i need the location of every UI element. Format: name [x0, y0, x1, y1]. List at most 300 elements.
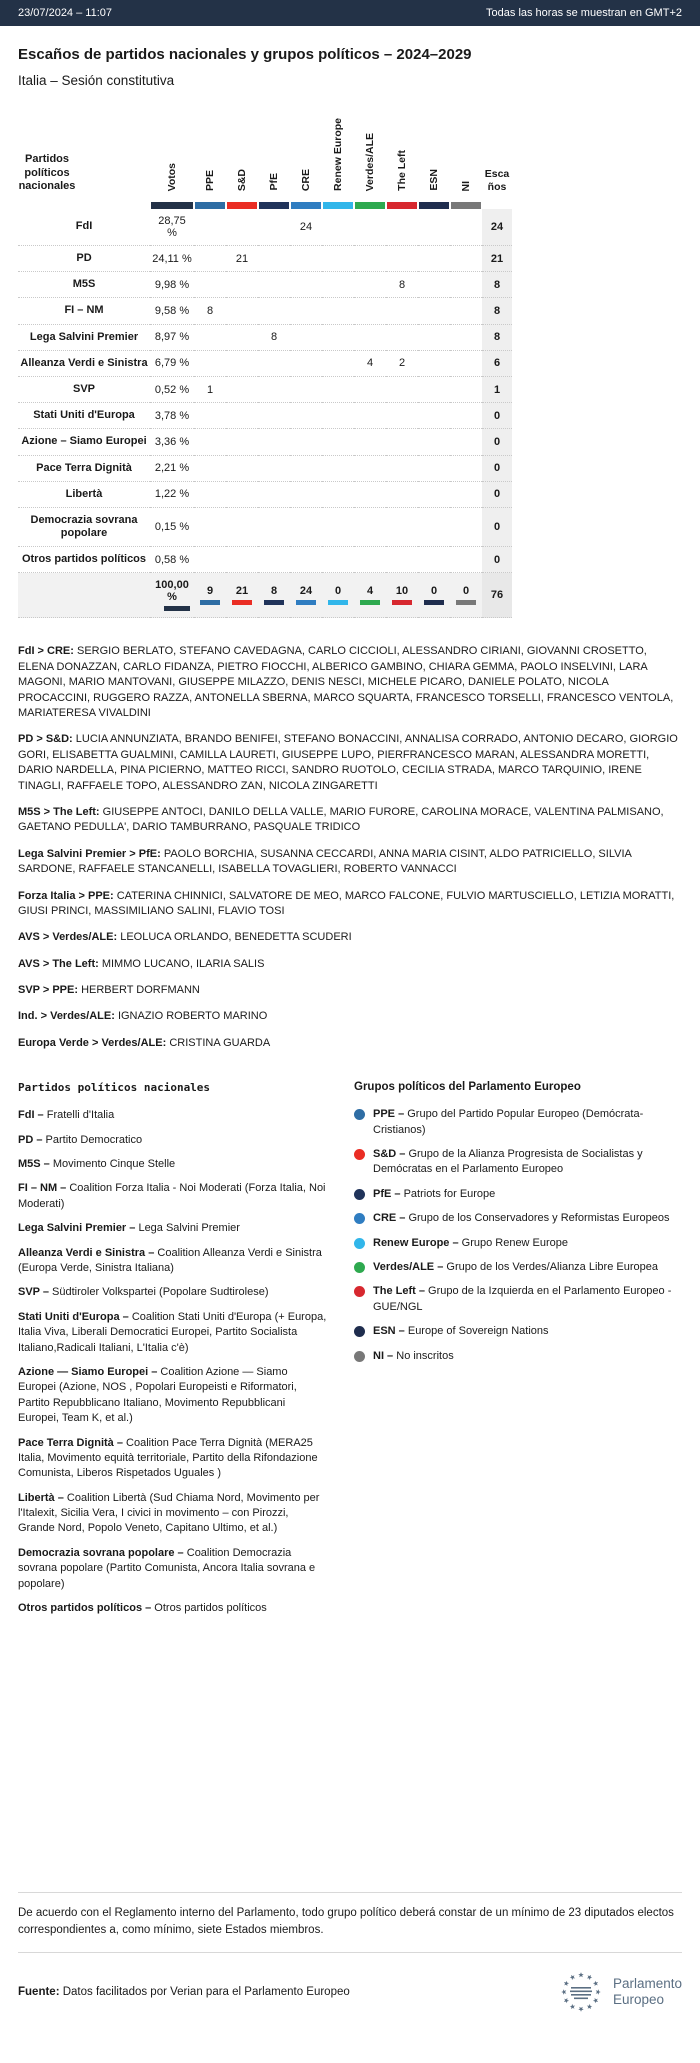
page-subtitle: Italia – Sesión constitutiva [18, 73, 175, 88]
votes-value: 0,15 % [150, 507, 194, 546]
total-bar-s-d [232, 600, 252, 605]
total-seats-verdes-ale: 4 [366, 585, 374, 598]
party-row [18, 376, 512, 402]
page-title: Escaños de partidos nacionales y grupos políticos – 2024–2029 [18, 46, 472, 63]
group-legend-text: CRE – Grupo de los Conservadores y Reformistas Europeos [373, 1212, 670, 1225]
seats-cre [290, 403, 322, 429]
seats-s-d [226, 507, 258, 546]
seats-ni [450, 324, 482, 350]
grand-total-seats: 76 [482, 573, 512, 618]
votes-value: 1,22 % [150, 481, 194, 507]
color-bar-s-d [227, 202, 257, 209]
mep-list: M5S > The Left: GIUSEPPE ANTOCI, DANILO DELLA VALLE, MARIO FURORE, CAROLINA MORACE, VALENTINA PALMISANO, GAETANO PEDULLA', DARIO TAMBURRANO, PASQUALE TRIDICO [18, 805, 664, 834]
party-row [18, 547, 512, 573]
col-header-seats [482, 102, 512, 202]
seats-table [18, 102, 512, 618]
group-legend-item [354, 1187, 674, 1202]
mep-list-label: Forza Italia > PPE: [18, 889, 114, 902]
votes-value: 9,98 % [150, 272, 194, 298]
legend-national-parties [18, 1081, 354, 1625]
legend-groups-items [354, 1107, 674, 1364]
seats-renew-europe [322, 209, 354, 246]
party-row [18, 429, 512, 455]
seats-verdes-ale [354, 298, 386, 324]
mep-list-label: AVS > The Left: [18, 957, 99, 970]
mep-list: Europa Verde > Verdes/ALE: CRISTINA GUARDA [18, 1036, 271, 1049]
seats-cre [290, 547, 322, 573]
seats-verdes-ale [354, 547, 386, 573]
seats-s-d [226, 350, 258, 376]
seats-the-left [386, 246, 418, 272]
color-bar-verdes-ale [355, 202, 385, 209]
total-seats-ppe: 9 [206, 585, 214, 598]
seats-the-left [386, 429, 418, 455]
seats-ppe [194, 350, 226, 376]
total-bar-cre [296, 600, 316, 605]
seats-renew-europe [322, 324, 354, 350]
seats-cre [290, 324, 322, 350]
color-bar-ppe-cell [194, 202, 226, 209]
total-bar-pfe [264, 600, 284, 605]
seats-pfe [258, 547, 290, 573]
party-legend-item: M5S – Movimento Cinque Stelle [18, 1158, 176, 1171]
party-legend-item: Pace Terra Dignità – Coalition Pace Terra Dignità (MERA25 Italia, Movimento equità territoriale, Partito della Rifondazione Comunista, Liberos Rispetados Uguales ) [18, 1436, 318, 1480]
group-legend-name: PfE – [373, 1187, 401, 1200]
color-bar-row [18, 202, 512, 209]
legend-parties-items [18, 1108, 328, 1616]
seats-the-left: 2 [386, 350, 418, 376]
seats-cre [290, 455, 322, 481]
seats-s-d [226, 209, 258, 246]
total-seats-value: 8 [482, 272, 512, 298]
col-header-ppe [194, 102, 226, 202]
seats-cre [290, 507, 322, 546]
total-row-spacer [18, 573, 150, 618]
party-legend-item: Libertà – Coalition Libertà (Sud Chiama Nord, Movimento per l'Italexit, Sicilia Vera, I civici in movimento – con Pirozzi, Grande Nord, Popolo Veneto, Capitano Ultimo, et al.) [18, 1491, 320, 1535]
party-legend-item: Alleanza Verdi e Sinistra – Coalition Alleanza Verdi e Sinistra (Europa Verde, Sinistra Italiana) [18, 1246, 322, 1274]
group-legend-name: CRE – [373, 1212, 406, 1225]
group-legend-item [354, 1349, 674, 1364]
party-name: FI – NM [18, 298, 150, 324]
seats-s-d [226, 455, 258, 481]
party-legend-name: Democrazia sovrana popolare – [18, 1546, 184, 1559]
col-header-esn [418, 102, 450, 202]
party-legend-item: Azione — Siamo Europei – Coalition Azione — Siamo Europei (Azione, NOS , Popolari Europeisti e Riformatori, Partito Repubblicano Italiano, Movimento Repubblicani Europei, Team K, et al.) [18, 1365, 297, 1425]
party-row [18, 403, 512, 429]
party-name: Democrazia sovrana popolare [18, 507, 150, 546]
col-header-cre-label: CRE [300, 168, 312, 191]
party-row [18, 350, 512, 376]
total-seats-the-left: 10 [395, 585, 409, 598]
total-seats-renew-europe-cell [322, 573, 354, 618]
divider-bottom [18, 1952, 682, 1953]
col-header-the-left [386, 102, 418, 202]
total-votes-value: 100,00 % [155, 579, 189, 604]
seats-verdes-ale [354, 481, 386, 507]
seats-s-d [226, 298, 258, 324]
party-row [18, 481, 512, 507]
party-name: Stati Uniti d'Europa [18, 403, 150, 429]
party-legend-item: SVP – Südtiroler Volkspartei (Popolare Sudtirolese) [18, 1286, 269, 1299]
seats-ppe [194, 547, 226, 573]
party-legend-name: Alleanza Verdi e Sinistra – [18, 1246, 155, 1259]
legend-parties-header: Partidos políticos nacionales [18, 1081, 211, 1095]
seats-verdes-ale [354, 246, 386, 272]
seats-ppe: 8 [194, 298, 226, 324]
col-header-cre [290, 102, 322, 202]
party-legend-name: SVP – [18, 1286, 49, 1299]
seats-the-left [386, 324, 418, 350]
seats-renew-europe [322, 455, 354, 481]
seats-ni [450, 547, 482, 573]
seats-cre: 24 [290, 209, 322, 246]
seats-ni [450, 429, 482, 455]
seats-ni [450, 507, 482, 546]
seats-esn [418, 481, 450, 507]
seats-pfe [258, 455, 290, 481]
seats-ppe [194, 272, 226, 298]
seats-s-d [226, 547, 258, 573]
source-line [18, 1986, 350, 1998]
seats-cre [290, 376, 322, 402]
total-seats-value: 0 [482, 507, 512, 546]
party-row [18, 272, 512, 298]
party-row [18, 507, 512, 546]
seats-renew-europe [322, 298, 354, 324]
group-legend-text: S&D – Grupo de la Alianza Progresista de Socialistas y Demócratas en el Parlamento Europeo [373, 1148, 643, 1176]
ep-logo-text-line1: Parlamento [612, 1975, 682, 1991]
total-seats-s-d-cell [226, 573, 258, 618]
seats-esn [418, 298, 450, 324]
seats-esn [418, 429, 450, 455]
seats-s-d [226, 272, 258, 298]
group-legend-name: Verdes/ALE – [373, 1260, 444, 1273]
party-legend-name: Libertà – [18, 1491, 64, 1504]
seats-table-body [18, 209, 512, 618]
group-legend-text: Verdes/ALE – Grupo de los Verdes/Alianza Libre Europea [373, 1260, 658, 1273]
seats-verdes-ale [354, 272, 386, 298]
group-legend-item [354, 1147, 674, 1178]
seats-pfe [258, 481, 290, 507]
votes-value: 0,52 % [150, 376, 194, 402]
total-seats-cre-cell [290, 573, 322, 618]
votes-value: 0,58 % [150, 547, 194, 573]
votes-value: 24,11 % [150, 246, 194, 272]
seats-verdes-ale: 4 [354, 350, 386, 376]
votes-value: 9,58 % [150, 298, 194, 324]
seats-s-d [226, 481, 258, 507]
source-text: Datos facilitados por Verian para el Parlamento Europeo [62, 1985, 350, 1998]
votes-value: 3,78 % [150, 403, 194, 429]
votes-value: 8,97 % [150, 324, 194, 350]
party-name: Lega Salvini Premier [18, 324, 150, 350]
timezone-note: Todas las horas se muestran en GMT+2 [486, 7, 682, 19]
color-bar-the-left [387, 202, 417, 209]
legends-section [18, 1081, 682, 1625]
group-legend-name: The Left – [373, 1285, 425, 1298]
group-legend-item [354, 1260, 674, 1275]
total-seats-cre: 24 [299, 585, 313, 598]
col-header-verdes-ale-label: Verdes/ALE [364, 132, 376, 191]
source-label: Fuente: [18, 1985, 60, 1998]
seats-the-left [386, 547, 418, 573]
renew-europe-color-dot [354, 1238, 365, 1249]
mep-list: AVS > The Left: MIMMO LUCANO, ILARIA SALIS [18, 957, 265, 970]
party-row [18, 246, 512, 272]
seats-cre [290, 429, 322, 455]
seats-cre [290, 272, 322, 298]
bar-spacer [18, 202, 150, 209]
party-name: Libertà [18, 481, 150, 507]
seats-ppe [194, 209, 226, 246]
ep-logo [558, 1969, 682, 2015]
total-bar-the-left [392, 600, 412, 605]
total-seats-esn: 0 [430, 585, 438, 598]
seats-renew-europe [322, 547, 354, 573]
seats-s-d [226, 324, 258, 350]
total-seats-value: 8 [482, 324, 512, 350]
seats-esn [418, 272, 450, 298]
group-legend-item [354, 1211, 674, 1226]
seats-the-left [386, 403, 418, 429]
total-seats-value: 6 [482, 350, 512, 376]
group-legend-name: ESN – [373, 1325, 405, 1338]
mep-list-label: Ind. > Verdes/ALE: [18, 1010, 115, 1023]
ep-logo-text-line2: Europeo [612, 1991, 664, 2007]
party-legend-name: FI – NM – [18, 1182, 67, 1195]
seats-verdes-ale [354, 429, 386, 455]
color-bar-esn [419, 202, 449, 209]
total-seats-verdes-ale-cell [354, 573, 386, 618]
col-header-parties-label: Partidos políticos nacionales [18, 152, 76, 193]
seats-verdes-ale [354, 403, 386, 429]
party-legend-name: PD – [18, 1133, 43, 1146]
group-legend-name: PPE – [373, 1108, 405, 1121]
seats-cre [290, 298, 322, 324]
seats-ni [450, 376, 482, 402]
seats-cre [290, 481, 322, 507]
seats-ni [450, 246, 482, 272]
total-votes-cell [150, 573, 194, 618]
col-header-s-d [226, 102, 258, 202]
seats-ppe [194, 246, 226, 272]
total-bar-esn [424, 600, 444, 605]
seats-the-left [386, 376, 418, 402]
seats-verdes-ale [354, 209, 386, 246]
bottom-section [18, 1892, 682, 2015]
total-seats-value: 0 [482, 455, 512, 481]
color-bar-pfe-cell [258, 202, 290, 209]
seats-renew-europe [322, 507, 354, 546]
seats-the-left [386, 481, 418, 507]
seats-verdes-ale [354, 324, 386, 350]
pfe-color-dot [354, 1189, 365, 1200]
seats-table-head [18, 102, 512, 209]
party-legend-name: Pace Terra Dignità – [18, 1436, 123, 1449]
col-header-seats-label: Escaños [484, 167, 510, 193]
seats-cre [290, 246, 322, 272]
party-legend-name: FdI – [18, 1109, 44, 1122]
table-header-row [18, 102, 512, 202]
color-bar-ni-cell [450, 202, 482, 209]
seats-esn [418, 324, 450, 350]
total-row [18, 573, 512, 618]
group-legend-name: Renew Europe – [373, 1236, 459, 1249]
color-bar-ppe [195, 202, 225, 209]
party-legend-item: Lega Salvini Premier – Lega Salvini Premier [18, 1222, 240, 1235]
total-seats-ni-cell [450, 573, 482, 618]
votes-value: 3,36 % [150, 429, 194, 455]
total-seats-value: 1 [482, 376, 512, 402]
color-bar-ni [451, 202, 481, 209]
mep-list: PD > S&D: LUCIA ANNUNZIATA, BRANDO BENIFEI, STEFANO BONACCINI, ANNALISA CORRADO, ANTONIO DECARO, GIORGIO GORI, ELISABETTA GUALMINI, CAMILLA LAURETI, GIUSEPPE LUPO, PIERFRANCESCO MARAN, ALESSANDRA MORETTI, DARIO NARDELLA, PINA PICIERNO, MATTEO RICCI, SANDRO RUOTOLO, CECILIA STRADA, MARCO TARQUINIO, IRENE TINAGLI, RAFFAELE TOPO, ALESSANDRO ZAN, NICOLA ZINGARETTI [18, 733, 678, 792]
col-header-pfe [258, 102, 290, 202]
ni-color-dot [354, 1351, 365, 1362]
total-seats-the-left-cell [386, 573, 418, 618]
mep-list-label: M5S > The Left: [18, 805, 100, 818]
votes-value: 28,75 % [150, 209, 194, 246]
datetime-label: 23/07/2024 – 11:07 [18, 7, 112, 19]
col-header-esn-label: ESN [428, 169, 440, 191]
seats-ppe [194, 429, 226, 455]
col-header-renew-europe-label: Renew Europe [332, 118, 344, 191]
group-legend-name: S&D – [373, 1148, 406, 1161]
total-bar-votos [164, 606, 190, 611]
color-bar-cre-cell [290, 202, 322, 209]
total-seats-ppe-cell [194, 573, 226, 618]
seats-pfe [258, 272, 290, 298]
mep-list: Forza Italia > PPE: CATERINA CHINNICI, SALVATORE DE MEO, MARCO FALCONE, FULVIO MARTUSCIELLO, LETIZIA MORATTI, GIUSI PRINCI, MASSIMILIANO SALINI, FLAVIO TOSI [18, 889, 675, 917]
col-header-renew-europe [322, 102, 354, 202]
seats-esn [418, 455, 450, 481]
color-bar-renew-europe-cell [322, 202, 354, 209]
seats-renew-europe [322, 376, 354, 402]
esn-color-dot [354, 1326, 365, 1337]
seats-ppe [194, 455, 226, 481]
top-bar [0, 0, 700, 26]
seats-renew-europe [322, 429, 354, 455]
col-header-votos [150, 102, 194, 202]
seats-ni [450, 272, 482, 298]
group-legend-name: NI – [373, 1349, 394, 1362]
seats-renew-europe [322, 481, 354, 507]
party-name: M5S [18, 272, 150, 298]
group-legend-text: PfE – Patriots for Europe [373, 1187, 496, 1200]
seats-esn [418, 350, 450, 376]
seats-renew-europe [322, 350, 354, 376]
color-bar-the-left-cell [386, 202, 418, 209]
seats-ni [450, 209, 482, 246]
party-name: FdI [18, 209, 150, 246]
ep-logo-text [613, 1976, 682, 2007]
seats-the-left [386, 507, 418, 546]
party-name: Otros partidos políticos [18, 547, 150, 573]
group-legend-item [354, 1236, 674, 1251]
ppe-color-dot [354, 1109, 365, 1120]
seats-esn [418, 507, 450, 546]
seats-pfe [258, 507, 290, 546]
mep-list: AVS > Verdes/ALE: LEOLUCA ORLANDO, BENEDETTA SCUDERI [18, 931, 352, 944]
party-legend-item: Democrazia sovrana popolare – Coalition Democrazia sovrana popolare (Partito Comunista, Ancora Italia sovrana e popolare) [18, 1546, 316, 1590]
group-legend-text: The Left – Grupo de la Izquierda en el Parlamento Europeo - GUE/NGL [373, 1285, 672, 1313]
total-seats-esn-cell [418, 573, 450, 618]
col-header-the-left-label: The Left [396, 150, 408, 191]
seats-verdes-ale [354, 376, 386, 402]
party-name: SVP [18, 376, 150, 402]
seats-pfe [258, 376, 290, 402]
seats-renew-europe [322, 246, 354, 272]
mep-list-label: Lega Salvini Premier > PfE: [18, 847, 161, 860]
seats-cre [290, 350, 322, 376]
party-row [18, 298, 512, 324]
mep-lists [18, 644, 682, 1051]
col-header-ni [450, 102, 482, 202]
mep-list: Ind. > Verdes/ALE: IGNAZIO ROBERTO MARINO [18, 1010, 268, 1023]
footer [18, 1969, 682, 2015]
color-bar-verdes-ale-cell [354, 202, 386, 209]
party-legend-item: Otros partidos políticos – Otros partidos políticos [18, 1602, 267, 1615]
divider-top [18, 1892, 682, 1893]
seats-renew-europe [322, 272, 354, 298]
party-row [18, 209, 512, 246]
seats-esn [418, 547, 450, 573]
seats-pfe [258, 209, 290, 246]
total-seats-renew-europe: 0 [334, 585, 342, 598]
party-legend-name: Azione — Siamo Europei – [18, 1365, 158, 1378]
seats-pfe [258, 429, 290, 455]
group-legend-item [354, 1324, 674, 1339]
col-header-parties [18, 102, 150, 202]
seats-ni [450, 481, 482, 507]
ep-logo-emblem [558, 1969, 604, 2015]
total-seats-pfe-cell [258, 573, 290, 618]
mep-list: FdI > CRE: SERGIO BERLATO, STEFANO CAVEDAGNA, CARLO CICCIOLI, ALESSANDRO CIRIANI, GIOVANNI CROSETTO, ELENA DONAZZAN, CARLO FIDANZA, PIETRO FIOCCHI, ALBERICO GAMBINO, CHIARA GEMMA, PAOLO INSELVINI, LARA MAGONI, MARIO MANTOVANI, GIUSEPPE MILAZZO, DENIS NESCI, MICHELE PICARO, DANIELE POLATO, NICOLA PROCACCINI, RUGGERO RAZZA, ANTONELLA SBERNA, MARCO SQUARTA, FRANCESCO TORSELLI, FRANCESCO VENTOLA, MARIATERESA VIVALDINI [18, 645, 674, 719]
col-header-s-d-label: S&D [236, 168, 248, 191]
seats-esn [418, 403, 450, 429]
seats-ni [450, 455, 482, 481]
color-bar-pfe [259, 202, 289, 209]
legend-groups-header: Grupos políticos del Parlamento Europeo [354, 1081, 581, 1094]
bar-spacer-seats [482, 202, 512, 209]
party-name: Alleanza Verdi e Sinistra [18, 350, 150, 376]
party-legend-name: Stati Uniti d'Europa – [18, 1310, 129, 1323]
mep-list-label: SVP > PPE: [18, 984, 79, 997]
total-seats-pfe: 8 [270, 585, 278, 598]
seats-renew-europe [322, 403, 354, 429]
seats-the-left [386, 455, 418, 481]
group-legend-text: NI – No inscritos [373, 1349, 454, 1362]
total-seats-s-d: 21 [235, 585, 249, 598]
mep-list: Lega Salvini Premier > PfE: PAOLO BORCHIA, SUSANNA CECCARDI, ANNA MARIA CISINT, ALDO PATRICIELLO, SILVIA SARDONE, RAFFAELE STANCANELLI, ISABELLA TOVAGLIERI, ROBERTO VANNACCI [18, 847, 632, 876]
seats-ppe [194, 481, 226, 507]
seats-s-d [226, 376, 258, 402]
party-legend-item: PD – Partito Democratico [18, 1133, 143, 1146]
seats-ppe [194, 507, 226, 546]
party-legend-name: Lega Salvini Premier – [18, 1222, 136, 1235]
seats-pfe: 8 [258, 324, 290, 350]
seats-s-d: 21 [226, 246, 258, 272]
seats-pfe [258, 298, 290, 324]
main-content [0, 46, 700, 1625]
s-d-color-dot [354, 1149, 365, 1160]
total-bar-ppe [200, 600, 220, 605]
seats-verdes-ale [354, 455, 386, 481]
mep-list-label: AVS > Verdes/ALE: [18, 931, 118, 944]
seats-s-d [226, 403, 258, 429]
party-legend-item: Stati Uniti d'Europa – Coalition Stati Uniti d'Europa (+ Europa, Italia Viva, Liberali Democratici Europei, Partito Socialista Italiano,Radicali Italiani, L'Italia c'è) [18, 1310, 327, 1354]
total-seats-value: 0 [482, 403, 512, 429]
seats-ni [450, 403, 482, 429]
